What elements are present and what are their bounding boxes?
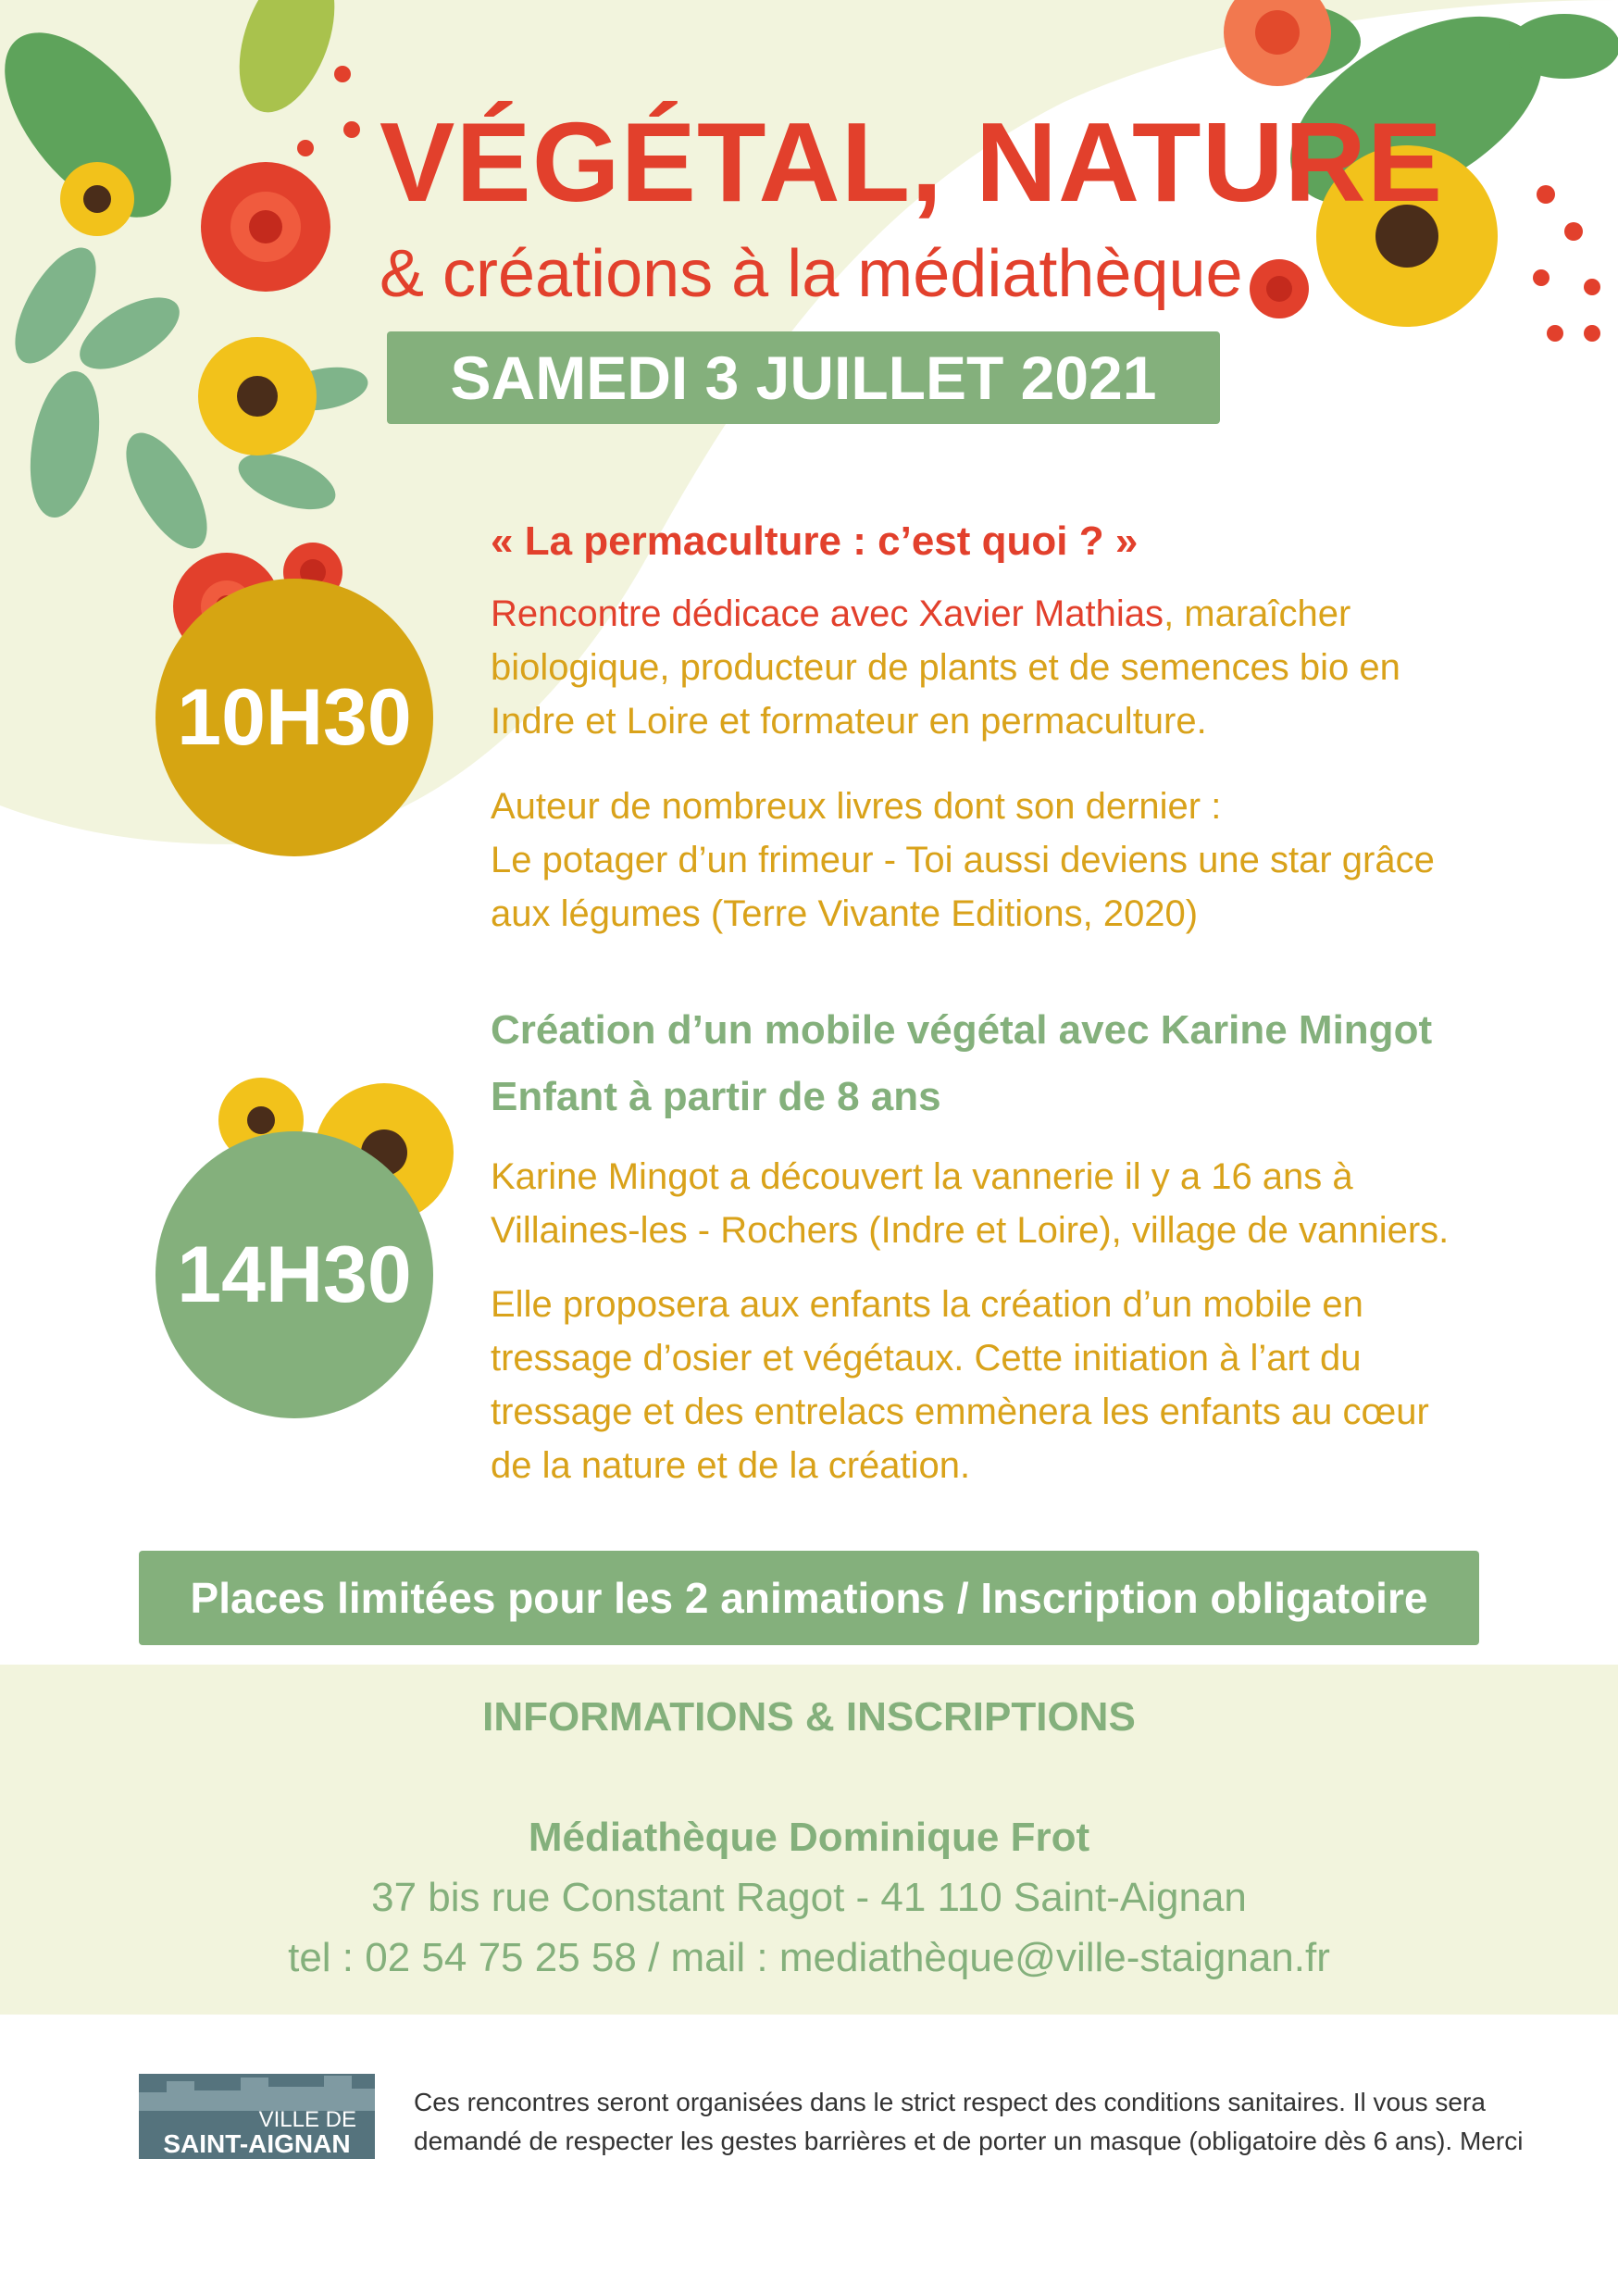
event-title-permaculture: « La permaculture : c’est quoi ? » (491, 518, 1139, 564)
logo-line1: VILLE DE (258, 2107, 356, 2132)
sanitary-notice: Ces rencontres seront organisées dans le strict respect des conditions sanitaires. Il vous sera demandé de respecter les gestes barrières et de porter un masque (obligatoire dès 6 ans). Merci (414, 2088, 1524, 2155)
logo-line2: SAINT-AIGNAN (163, 2129, 351, 2158)
event-detail-mobile: Elle proposera aux enfants la création d’un mobile en tressage d’osier et végétaux. Cette initiation à l’art du tressage et des entrelacs emmènera les enfants au cœur de la nature et de la création. (491, 1284, 1429, 1486)
book-title: Le potager d’un frimeur - Toi aussi deviens une star grâce aux légumes (Terre Vivante Editions, 2020) (491, 840, 1435, 934)
library-name: Médiathèque Dominique Frot (528, 1815, 1090, 1860)
time-badge-morning: 10H30 (156, 579, 433, 856)
page-subtitle: & créations à la médiathèque (380, 237, 1243, 311)
event-book-note (491, 780, 1462, 941)
library-contact: tel : 02 54 75 25 58 / mail : mediathèque@ville-staignan.fr (288, 1935, 1330, 1980)
event-age-note: Enfant à partir de 8 ans (491, 1074, 941, 1119)
info-heading: INFORMATIONS & INSCRIPTIONS (482, 1694, 1136, 1740)
book-note-intro: Auteur de nombreux livres dont son dernier : (491, 786, 1222, 827)
registration-notice: Places limitées pour les 2 animations / Inscription obligatoire (139, 1551, 1479, 1645)
event-speaker-bio: , maraîcher biologique, producteur de plants et de semences bio en Indre et Loire et formateur en permaculture. (491, 593, 1400, 742)
library-address: 37 bis rue Constant Ragot - 41 110 Saint-Aignan (371, 1875, 1247, 1920)
event-description-mobile: Karine Mingot a découvert la vannerie il y a 16 ans à Villaines-les - Rochers (Indre et Loire), village de vanniers. (491, 1156, 1450, 1251)
event-description-permaculture (491, 587, 1462, 748)
red-flower-large (201, 162, 330, 292)
event-speaker: Rencontre dédicace avec Xavier Mathias (491, 593, 1164, 634)
event-title-mobile: Création d’un mobile végétal avec Karine Mingot (491, 1007, 1433, 1053)
skyline-icon (139, 2074, 375, 2111)
time-badge-afternoon: 14H30 (156, 1131, 433, 1418)
date-banner: SAMEDI 3 JUILLET 2021 (387, 331, 1220, 424)
city-logo (139, 2074, 375, 2159)
page-title: VÉGÉTAL, NATURE (380, 99, 1444, 225)
